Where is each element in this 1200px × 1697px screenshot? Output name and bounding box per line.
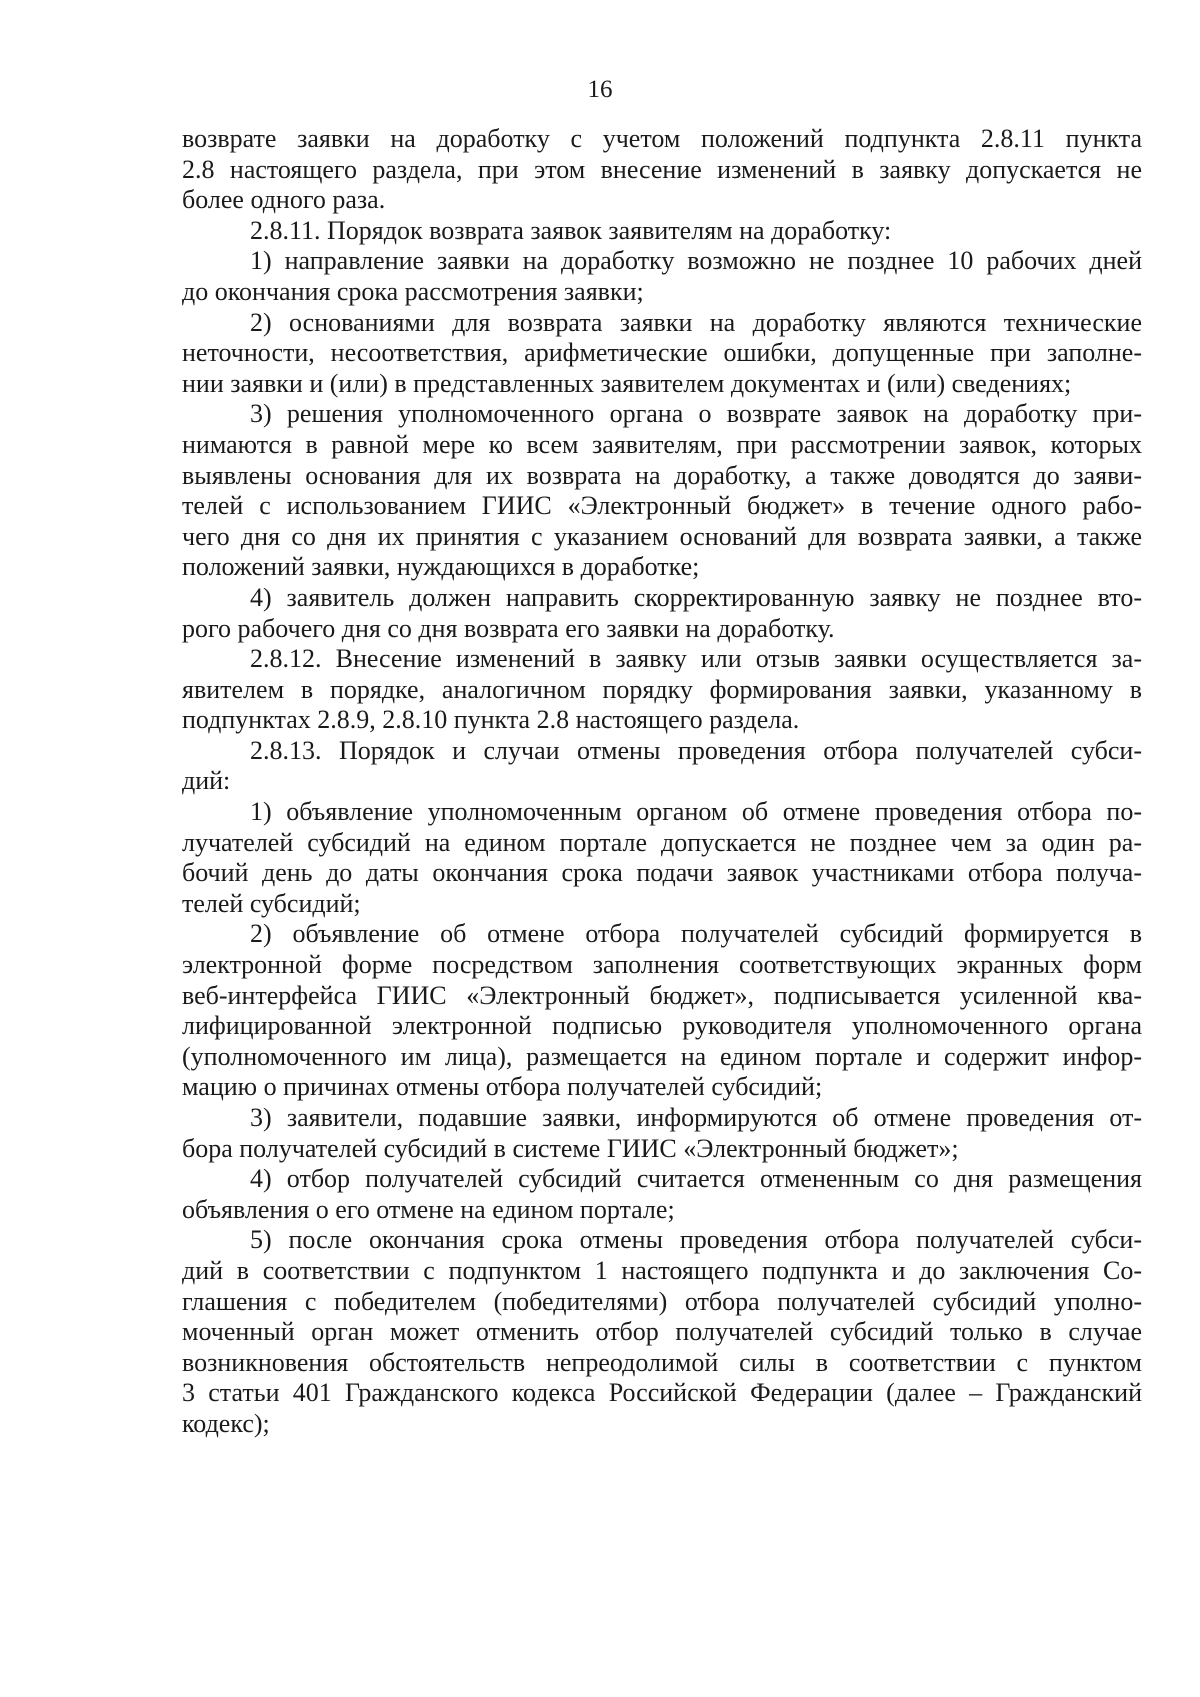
text-line: телей субсидий; — [182, 888, 361, 918]
paragraph — [182, 124, 1142, 216]
text-line: нии заявки и (или) в представленных заявителем документах и (или) сведениях; — [182, 368, 1072, 398]
text-line: мацию о причинах отмены отбора получателей субсидий; — [182, 1072, 823, 1102]
text-line: лучателей субсидий на едином портале допускается не позднее чем за один ра- — [182, 827, 1142, 857]
paragraph — [182, 308, 1142, 400]
text-line: нимаются в равной мере ко всем заявителям, при рассмотрении заявок, которых — [182, 429, 1142, 459]
text-line: бочий день до даты окончания срока подачи заявок участниками отбора получа- — [182, 858, 1142, 888]
paragraph — [182, 1225, 1142, 1439]
page-number: 16 — [587, 76, 613, 103]
text-line: дий: — [182, 766, 231, 796]
text-line: электронной форме посредством заполнения соответствующих экранных форм — [182, 950, 1142, 980]
paragraph — [182, 399, 1142, 583]
text-line: 1) объявление уполномоченным органом об отмене проведения отбора по- — [250, 797, 1142, 827]
text-line: 2.8.12. Внесение изменений в заявку или отзыв заявки осуществляется за- — [250, 644, 1142, 674]
paragraph — [182, 797, 1142, 919]
text-line: объявления о его отмене на едином портале; — [182, 1194, 675, 1224]
paragraph — [182, 644, 1142, 736]
text-line: 3) заявители, подавшие заявки, информируются об отмене проведения от- — [250, 1103, 1142, 1132]
text-line: положений заявки, нуждающихся в доработке; — [182, 552, 700, 582]
paragraph — [182, 216, 1142, 247]
text-line: явителем в порядке, аналогичном порядку формирования заявки, указанному в — [182, 674, 1142, 704]
paragraph — [182, 736, 1142, 797]
text-line: 1) направление заявки на доработку возможно не позднее 10 рабочих дней — [250, 246, 1142, 276]
text-line: 4) заявитель должен направить скорректированную заявку не позднее вто- — [250, 582, 1142, 612]
text-line: бора получателей субсидий в системе ГИИС «Электронный бюджет»; — [182, 1133, 959, 1163]
text-line: более одного раза. — [182, 185, 386, 215]
text-line: глашения с победителем (победителями) отбора получателей субсидий уполно- — [182, 1286, 1142, 1316]
document-body — [182, 124, 1142, 1440]
text-line: кодекс); — [182, 1408, 270, 1438]
paragraph — [182, 583, 1142, 644]
text-line: 3 статьи 401 Гражданского кодекса Российской Федерации (далее – Гражданский — [182, 1378, 1142, 1408]
text-line: дий в соответствии с подпунктом 1 настоящего подпункта и до заключения Со- — [182, 1255, 1142, 1285]
text-line: лифицированной электронной подписью руководителя уполномоченного органа — [182, 1011, 1142, 1041]
text-line: (уполномоченного им лица), размещается на едином портале и содержит инфор- — [182, 1041, 1142, 1071]
text-line: 5) после окончания срока отмены проведения отбора получателей субси- — [250, 1225, 1142, 1255]
text-line: возврате заявки на доработку с учетом положений подпункта 2.8.11 пункта — [182, 124, 1142, 153]
text-line: телей с использованием ГИИС «Электронный бюджет» в течение одного рабо- — [182, 491, 1142, 521]
text-line: подпунктах 2.8.9, 2.8.10 пункта 2.8 настоящего раздела. — [182, 705, 800, 735]
paragraph — [182, 919, 1142, 1103]
paragraph — [182, 246, 1142, 307]
paragraph — [182, 1164, 1142, 1225]
text-line: 2.8.13. Порядок и случаи отмены проведения отбора получателей субси- — [250, 735, 1142, 765]
text-line: возникновения обстоятельств непреодолимой силы в соответствии с пунктом — [182, 1347, 1142, 1377]
text-line: 3) решения уполномоченного органа о возврате заявок на доработку при- — [250, 399, 1142, 429]
text-line: веб-интерфейса ГИИС «Электронный бюджет», подписывается усиленной ква- — [182, 980, 1142, 1010]
text-line: выявлены основания для их возврата на доработку, а также доводятся до заяви- — [182, 460, 1142, 490]
text-line: 2.8.11. Порядок возврата заявок заявителям на доработку: — [250, 215, 892, 245]
paragraph — [182, 1103, 1142, 1164]
text-line: 2) объявление об отмене отбора получателей субсидий формируется в — [250, 919, 1142, 949]
text-line: чего дня со дня их принятия с указанием оснований для возврата заявки, а также — [182, 521, 1142, 551]
text-line: 2) основаниями для возврата заявки на доработку являются технические — [250, 307, 1142, 337]
text-line: 4) отбор получателей субсидий считается отмененным со дня размещения — [250, 1164, 1142, 1194]
text-line: 2.8 настоящего раздела, при этом внесение изменений в заявку допускается не — [182, 154, 1142, 184]
text-line: неточности, несоответствия, арифметические ошибки, допущенные при заполне- — [182, 338, 1142, 368]
text-line: до окончания срока рассмотрения заявки; — [182, 276, 644, 306]
text-line: моченный орган может отменить отбор получателей субсидий только в случае — [182, 1317, 1142, 1347]
text-line: рого рабочего дня со дня возврата его заявки на доработку. — [182, 613, 835, 643]
